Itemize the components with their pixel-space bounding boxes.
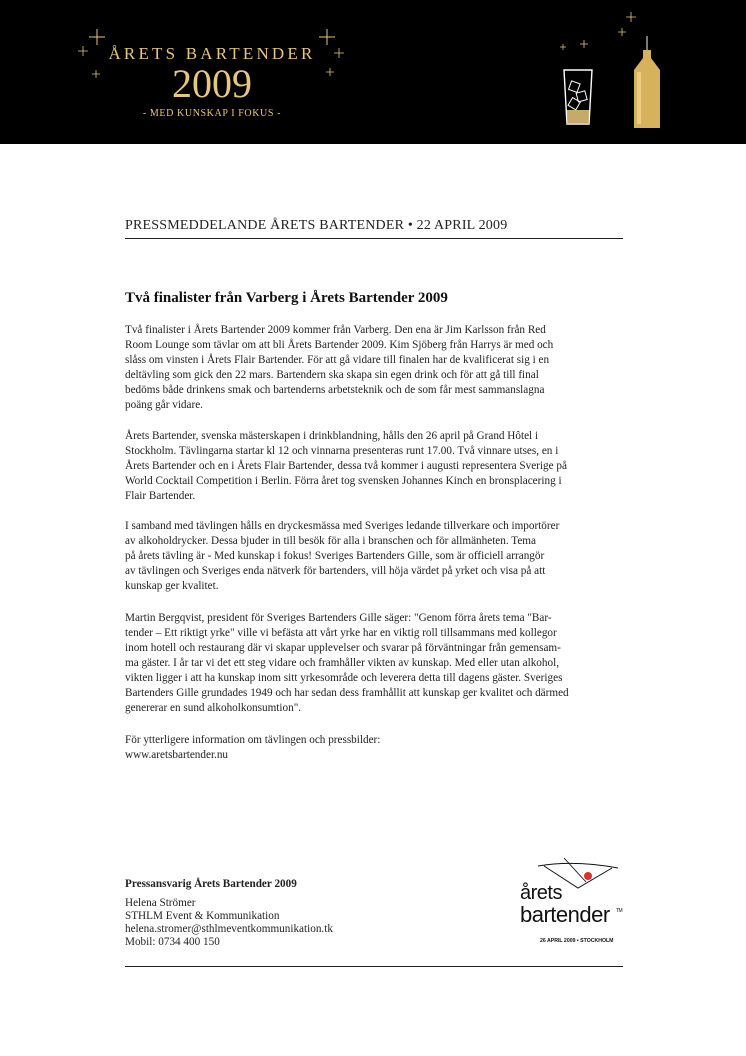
text-line: Flair Bartender.	[125, 490, 196, 502]
sparkle-icon	[626, 12, 636, 22]
sparkle-icon	[618, 28, 626, 36]
text-line: Bartenders Gille grundades 1949 och har sedan dess framhållit att kunskap ger kvalitet och därmed	[125, 687, 569, 699]
text-line: I samband med tävlingen hålls en dryckesmässa med Sveriges ledande tillverkare och importörer	[125, 520, 560, 532]
sparkle-icon	[92, 70, 100, 78]
press-release-header: PRESSMEDDELANDE ÅRETS BARTENDER • 22 APRIL 2009	[125, 218, 508, 233]
logo-tagline: - MED KUNSKAP I FOKUS -	[142, 108, 282, 119]
sparkle-icon	[318, 28, 336, 46]
article-paragraph	[125, 519, 623, 594]
text-line: kunskap ger kvalitet.	[125, 580, 219, 592]
text-line: För ytterligere information om tävlingen och pressbilder:	[125, 734, 381, 746]
header-banner	[0, 0, 746, 144]
article-paragraph	[125, 323, 623, 413]
text-line: tender – Ett riktigt yrke" ville vi befästa att vårt yrke har en viktig roll tillsammans med kollegor	[125, 627, 557, 639]
text-line: Årets Bartender, svenska mästerskapen i drinkblandning, hålls den 26 april på Grand Hôtel i	[125, 430, 539, 442]
text-line: genererar en sund alkoholkonsumtion".	[125, 702, 302, 714]
text-line: poäng går vidare.	[125, 399, 203, 411]
text-line: Två finalister i Årets Bartender 2009 kommer från Varberg. Den ena är Jim Karlsson från Red	[125, 324, 546, 336]
contact-company: STHLM Event & Kommunikation	[125, 910, 280, 922]
divider	[125, 966, 623, 967]
sparkle-icon	[78, 46, 88, 56]
sparkle-icon	[580, 40, 588, 48]
sparkle-icon	[88, 28, 106, 46]
text-line: deltävling som gick den 22 mars. Bartendern ska skapa sin egen drink och för att gå till final	[125, 369, 539, 381]
text-line: Room Lounge som tävlar om att bli Årets Bartender 2009. Kim Sjöberg från Harrys är med och	[125, 339, 554, 351]
logo-year: 2009	[172, 61, 252, 106]
text-line: World Cocktail Competition i Berlin. Förra året tog svensken Johannes Kinch en bronsplacering i	[125, 475, 562, 487]
bottom-logo	[520, 858, 630, 950]
logo-date-line: 26 APRIL 2009 • STOCKHOLM	[540, 938, 614, 944]
article-paragraph	[125, 611, 623, 716]
article-headline: Två finalister från Varberg i Årets Bartender 2009	[125, 290, 448, 306]
text-line: inom hotell och restaurang där vi skapar upplevelser och svarar på förväntningar från gemensam-	[125, 642, 561, 654]
glass-icon	[560, 66, 596, 128]
contact-email[interactable]: helena.stromer@sthlmeventkommunikation.tk	[125, 923, 333, 935]
contact-block	[125, 878, 445, 949]
sparkle-icon	[326, 68, 334, 76]
text-line: Årets Bartender och en i Årets Flair Bartender, dessa två kommer i augusti representera Sverige på	[125, 460, 567, 472]
article-paragraph	[125, 733, 623, 763]
logo-word-arets: årets	[520, 882, 562, 904]
contact-title: Pressansvarig Årets Bartender 2009	[125, 878, 297, 890]
sparkle-icon	[560, 44, 566, 50]
contact-phone: Mobil: 0734 400 150	[125, 936, 220, 948]
sparkle-icon	[334, 48, 344, 58]
logo-word-bartender: bartender	[520, 902, 610, 927]
text-line: av alkoholdrycker. Dessa bjuder in till besök för alla i branschen och för allmänheten. Tema	[125, 535, 536, 547]
text-line: bedöms både drinkens smak och bartenderns arbetsteknik och de som får mest sammanslagna	[125, 384, 545, 396]
bottle-icon	[630, 36, 664, 130]
contact-name: Helena Strömer	[125, 897, 196, 909]
text-line: på årets tävling är - Med kunskap i fokus! Sveriges Bartenders Gille, som är officiell arrangör	[125, 550, 545, 562]
text-line: Stockholm. Tävlingarna startar kl 12 och vinnarna presenteras runt 17.00. Två vinnare utses, en i	[125, 445, 559, 457]
logo-title: ÅRETS BARTENDER	[108, 44, 316, 63]
text-line: ma gäster. I år tar vi det ett steg vidare och framhåller vikten av kunskap. Med eller utan alkohol,	[125, 657, 559, 669]
trademark-symbol: TM	[616, 908, 623, 914]
text-line: vikten ligger i att ha kunskap inom sitt yrkesområde och leverera detta till dagens gäster. Sveriges	[125, 672, 563, 684]
text-line: slåss om vinsten i Årets Flair Bartender. För att gå vidare till finalen har de kvalificerat sig i en	[125, 354, 550, 366]
divider	[125, 238, 623, 239]
website-link[interactable]: www.aretsbartender.nu	[125, 749, 229, 761]
text-line: av tävlingen och Sveriges enda nätverk för bartenders, vill höja värdet på yrket och visa på att	[125, 565, 546, 577]
article-paragraph	[125, 429, 623, 504]
text-line: Martin Bergqvist, president för Sveriges Bartenders Gille säger: "Genom förra årets tema "Bar-	[125, 612, 552, 624]
